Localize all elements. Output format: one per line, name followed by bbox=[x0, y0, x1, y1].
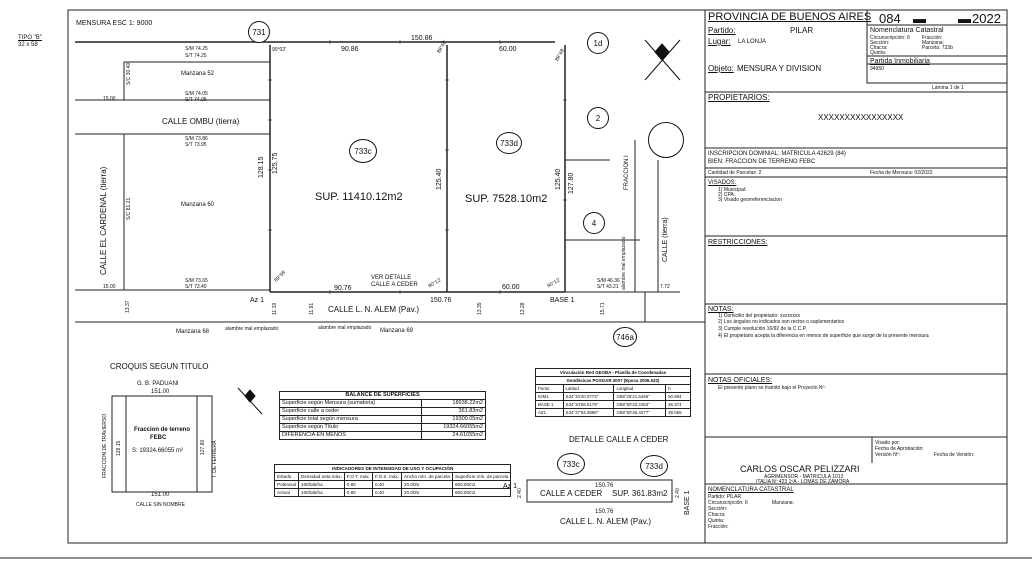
visado-item: 3) Visado georreferenciacion bbox=[718, 197, 782, 203]
manzana-60: Manzana 60 bbox=[181, 202, 215, 208]
plan-scale: MENSURA ESC 1: 9000 bbox=[76, 20, 153, 27]
tipo-label: TIPO "B" bbox=[18, 35, 42, 41]
croquis-title: CROQUIS SEGUN TITULO bbox=[110, 362, 209, 371]
geoba-cell: O58°26'21.5466" bbox=[614, 393, 666, 401]
restricciones-label: RESTRICCIONES: bbox=[708, 239, 768, 246]
dim-v-12540a: 125.40 bbox=[436, 168, 443, 190]
balance-row-value: 18938.22m2 bbox=[421, 400, 485, 408]
balance-row-label: Superficie calle a ceder bbox=[280, 408, 422, 416]
indicadores-header: F.O.T. máx. bbox=[344, 473, 372, 481]
dim-1500a: 15.00 bbox=[103, 96, 116, 102]
balance-row-label: DIFERENCIA EN MENOS bbox=[280, 432, 422, 440]
dim-sc-8121: S/C 81.21 bbox=[126, 197, 132, 220]
balance-row-label: Superficie total según mensura bbox=[280, 416, 422, 424]
nc-right: Manzana: bbox=[922, 40, 944, 46]
visados-label: VISADOS: bbox=[708, 180, 737, 186]
dim-bot-9076: 90.76 bbox=[334, 285, 352, 292]
bien-label: BIEN: FRACCION DE TERRENO FEBC bbox=[708, 159, 816, 165]
nc2-manzana: Manzana: bbox=[772, 500, 794, 506]
detalle-street: CALLE L. N. ALEM (Pav.) bbox=[560, 517, 651, 526]
indicadores-header: Estado bbox=[275, 473, 299, 481]
indicadores-header: Superficie mín. de parcela bbox=[452, 473, 510, 481]
indicadores-title: INDICADORES DE INTENSIDAD DE USO Y OCUPACIÓN bbox=[275, 465, 511, 473]
indicadores-cell: 0.80 bbox=[344, 489, 372, 497]
north-arrow-icon bbox=[645, 40, 680, 80]
nc-title: Nomenclatura Catastral bbox=[870, 27, 944, 34]
croquis-fraccion: Fraccion de terreno bbox=[134, 427, 191, 433]
detalle-733d: 733d bbox=[640, 455, 668, 477]
detalle-bot-dim: 150.76 bbox=[595, 509, 614, 515]
nc2-title: NOMENCLATURA CATASTRAL bbox=[708, 487, 794, 493]
nc-right: Parcela: 733b bbox=[922, 45, 953, 51]
ang-6: 90°12' bbox=[546, 277, 562, 290]
plan-number-left: 084 bbox=[879, 11, 901, 26]
detalle-base1: BASE 1 bbox=[684, 490, 691, 515]
surveyor-name: CARLOS OSCAR PELIZZARI bbox=[740, 464, 860, 474]
lamina-label: Lámina 1 de 1 bbox=[932, 85, 964, 91]
croquis-left-dim: 128.15 bbox=[116, 440, 122, 456]
geoba-header: h bbox=[666, 385, 691, 393]
dim-v-12780: 127.80 bbox=[568, 172, 575, 194]
fecha-version: Fecha de Versión: bbox=[934, 452, 975, 458]
geoba-table bbox=[535, 368, 691, 417]
nc-line: Chacra: bbox=[870, 45, 888, 51]
dim-st-1: S/T 74.25 bbox=[185, 53, 207, 59]
objeto-label: Objeto: bbox=[708, 64, 734, 73]
geoba-cell: S34°34'20.0773" bbox=[563, 393, 614, 401]
version-number: Versión Nº: bbox=[875, 452, 900, 458]
street-cardenal: CALLE EL CARDENAL (tierra) bbox=[99, 166, 108, 275]
indicadores-cell: 20.00m bbox=[402, 481, 453, 489]
partida-title: Partida Inmobiliaria bbox=[870, 58, 930, 65]
croquis-bottom-dim: 151.00 bbox=[151, 492, 170, 498]
ang-4: 89°58' bbox=[273, 269, 288, 284]
manzana-68: Manzana 68 bbox=[176, 329, 210, 335]
geoba-cell: O58°50'33.2453" bbox=[614, 401, 666, 409]
ang-2: 89°48' bbox=[436, 39, 449, 55]
visado-por: Visado por: bbox=[875, 440, 901, 446]
street-tierra: CALLE (tierra) bbox=[662, 217, 669, 262]
croquis-fraccion-sub: FEBC bbox=[150, 435, 167, 441]
balance-row-label: Superficie según Título bbox=[280, 424, 422, 432]
balance-row-label: Superficie según Mensura (sumatoria) bbox=[280, 400, 422, 408]
croquis-top-dim: 151.00 bbox=[151, 389, 170, 395]
detalle-right-dim: 2.40 bbox=[675, 488, 681, 498]
geoba-cell: S34°27'54.3998" bbox=[563, 409, 614, 417]
indicadores-cell: 150hab/ha bbox=[298, 481, 344, 489]
parcel-733d-area: SUP. 7528.10m2 bbox=[465, 193, 548, 205]
parcel-733c-area: SUP. 11410.12m2 bbox=[315, 191, 403, 203]
dim-1571: 15.71 bbox=[600, 302, 606, 315]
croquis-bottom-label: CALLE SIN NOMBRE bbox=[136, 502, 185, 508]
croquis-surface: S: 19324.66055 m² bbox=[132, 448, 184, 454]
croquis-left-label: FRACCION DE TRAVIERSO bbox=[102, 413, 108, 478]
croquis-owner: G. B. PADUANI bbox=[137, 381, 179, 387]
dim-v-12540b: 125.40 bbox=[555, 168, 562, 190]
dim-sc-3040: S/C 30.40 bbox=[126, 62, 132, 85]
neighbor-2: 2 bbox=[587, 107, 609, 129]
nc-line: Sección: bbox=[870, 40, 890, 46]
surveyor-line2: ITALIA Nº 423 1ºA - LOMAS DE ZAMORA bbox=[756, 479, 850, 485]
dim-top-6000: 60.00 bbox=[499, 46, 517, 53]
dim-sm-3: S/M 73.86 bbox=[185, 136, 208, 142]
dim-1191: 11.91 bbox=[309, 302, 315, 315]
visado-item: 1) Municipal: bbox=[718, 187, 747, 193]
street-omb: CALLE OMBU (tierra) bbox=[162, 117, 240, 126]
geoba-header: Punto bbox=[536, 385, 564, 393]
partida-number: 94950 bbox=[870, 66, 884, 72]
indicadores-cell: 0.40 bbox=[373, 481, 402, 489]
balance-row-value: 19324.66055m2 bbox=[421, 424, 485, 432]
dim-bot-15076: 150.76 bbox=[430, 297, 452, 304]
street-alem: CALLE L. N. ALEM (Pav.) bbox=[328, 305, 419, 314]
fecha-aprobacion: Fecha de Aprobación: bbox=[875, 446, 924, 452]
neighbor-1d: 1d bbox=[587, 32, 609, 54]
cul-de-sac bbox=[648, 122, 684, 158]
balance-title: BALANCE DE SUPERFICIES bbox=[280, 392, 486, 400]
dim-top-15086: 150.86 bbox=[411, 35, 433, 42]
ang-1: 90°02' bbox=[272, 47, 287, 53]
nc2-line: Sección: bbox=[708, 506, 728, 512]
nc2-line: Chacra: bbox=[708, 512, 726, 518]
geoba-header: Longitud bbox=[614, 385, 666, 393]
indicadores-cell: Potencial bbox=[275, 481, 299, 489]
geoba-cell: O58°50'36.4277" bbox=[614, 409, 666, 417]
geoba-cell: 50.894 bbox=[666, 393, 691, 401]
indicadores-cell: 0.80 bbox=[344, 481, 372, 489]
nota-item: 1) Domicilio del propietario: xxxxxxxx bbox=[718, 313, 800, 319]
parcel-733d-label: 733d bbox=[496, 132, 522, 154]
nota-item: 3) Cumple resolución 16/92 de la C.C.P. bbox=[718, 326, 807, 332]
balance-row-value: 361.83m2 bbox=[421, 408, 485, 416]
croquis-right-label: T. DE FERRERA bbox=[212, 440, 218, 478]
dim-sm-4: S/M 73.65 bbox=[185, 278, 208, 284]
objeto-value: MENSURA Y DIVISION bbox=[737, 64, 822, 73]
dim-1328: 13.28 bbox=[520, 302, 526, 315]
indicadores-header: Ancho mín. de parcela bbox=[402, 473, 453, 481]
detalle-733c: 733c bbox=[557, 453, 585, 475]
dim-top-9086: 90.86 bbox=[341, 46, 359, 53]
inscripcion-dominial: INSCRIPCION DOMINIAL: MATRICULA 42629 (84) bbox=[708, 151, 846, 157]
notas-oficiales-text: El presente plano se tramitó bajo el Proyecto Nº: bbox=[718, 385, 826, 391]
nc2-line: Fracción: bbox=[708, 524, 729, 530]
indicadores-cell: 0.40 bbox=[373, 489, 402, 497]
lugar-label: Lugar: bbox=[708, 37, 731, 46]
geoba-cell: BASE 1 bbox=[536, 401, 564, 409]
az1-label: Az 1 bbox=[250, 297, 265, 304]
notas-oficiales-label: NOTAS OFICIALES: bbox=[708, 377, 773, 384]
geoba-cell: 36.374 bbox=[666, 401, 691, 409]
indicadores-cell: 600.00m2 bbox=[452, 481, 510, 489]
north-arrow-small-icon bbox=[238, 388, 262, 414]
balance-row-value: 19300.05m2 bbox=[421, 416, 485, 424]
dim-st-5: S/T 43.21 bbox=[597, 284, 619, 290]
dim-sm-1: S/M 74.25 bbox=[185, 46, 208, 52]
ver-detalle-1: VER DETALLE bbox=[371, 275, 412, 281]
indicadores-header: F.O.S. máx. bbox=[373, 473, 402, 481]
nota-item: 4) El propietario acepta la diferencia en menos de superficie que surge de la presente mensura bbox=[718, 333, 929, 339]
detalle-top-dim: 150.76 bbox=[595, 483, 614, 489]
neighbor-4: 4 bbox=[583, 212, 605, 234]
detalle-sup: SUP. 361.83m2 bbox=[612, 489, 668, 498]
detalle-left-dim: 2.40 bbox=[517, 488, 523, 498]
geoba-subtitle: Geodésicas POSGAR 2007 (Epoca 2006.632) bbox=[536, 377, 691, 385]
geoba-cell: IGM1 bbox=[536, 393, 564, 401]
cantidad-parcelas: Cantidad de Parcelas: 2 bbox=[708, 170, 762, 176]
ver-detalle-2: CALLE A CEDER bbox=[371, 282, 418, 288]
base1-label: BASE 1 bbox=[550, 297, 575, 304]
visado-item: 2) CPA: bbox=[718, 192, 736, 198]
dim-st-2: S/T 74.05 bbox=[185, 97, 207, 103]
tipo-size: 32 x 58 bbox=[18, 42, 38, 48]
fraccion-label: FRACCION I bbox=[624, 155, 630, 190]
indicadores-cell: 20.00m bbox=[402, 489, 453, 497]
owner-name: XXXXXXXXXXXXXXXX bbox=[818, 113, 904, 122]
nc2-line: Circunscripción: 6 bbox=[708, 500, 748, 506]
nc2-line: Partido: PILAR bbox=[708, 494, 742, 500]
fecha-mensura: Fecha de Mensura: 02/2022 bbox=[870, 170, 933, 176]
dim-1500b: 15.00 bbox=[103, 284, 116, 290]
parcel-733c-label: 733c bbox=[349, 139, 377, 163]
plan-number-right: 2022 bbox=[972, 11, 1001, 26]
propietarios-label: PROPIETARIOS: bbox=[708, 93, 770, 102]
manzana-69: Manzana 69 bbox=[380, 328, 414, 334]
geoba-cell: S34°34'56.5179" bbox=[563, 401, 614, 409]
nota-item: 2) Los ángulos no indicados son rectos o suplementarios bbox=[718, 319, 845, 325]
notas-label: NOTAS: bbox=[708, 306, 734, 313]
partido-label: Partido: bbox=[708, 26, 736, 35]
dim-st-3: S/T 73.95 bbox=[185, 142, 207, 148]
nc-right: Fracción: bbox=[922, 35, 943, 41]
detalle-title: DETALLE CALLE A CEDER bbox=[569, 435, 669, 444]
geoba-cell: AZ1 bbox=[536, 409, 564, 417]
nc-line: Circunscripción: 6 bbox=[870, 35, 910, 41]
nc2-line: Quinta: bbox=[708, 518, 725, 524]
neighbor-731: 731 bbox=[248, 21, 270, 43]
ang-5: 90°12' bbox=[427, 277, 443, 290]
indicadores-table bbox=[274, 464, 511, 497]
dim-v-12815: 128.15 bbox=[258, 156, 265, 178]
detalle-az1: Az 1 bbox=[503, 483, 518, 490]
dim-772: 7.72 bbox=[660, 284, 670, 290]
indicadores-header: Densidad neta máx. bbox=[298, 473, 344, 481]
dim-st-4: S/T 73.40 bbox=[185, 284, 207, 290]
surveyor-line1: AGRIMENSOR - MATRICULA 1013 bbox=[764, 474, 844, 480]
manzana-52: Manzana 52 bbox=[181, 71, 215, 77]
dim-1335: 13.35 bbox=[477, 302, 483, 315]
dim-1337: 13.37 bbox=[125, 300, 131, 313]
partido-value: PILAR bbox=[790, 26, 814, 35]
indicadores-cell: Actual bbox=[275, 489, 299, 497]
alambre-2: alambre mal emplazado bbox=[318, 325, 372, 331]
geoba-cell: 39.065 bbox=[666, 409, 691, 417]
dim-sm-2: S/M 74.05 bbox=[185, 91, 208, 97]
alambre-1: alambre mal emplazado bbox=[225, 326, 279, 332]
dim-sm-5: S/M 46.36 bbox=[597, 278, 620, 284]
provincia-title: PROVINCIA DE BUENOS AIRES bbox=[708, 11, 872, 23]
geoba-title: Vinculación Red GEOBA - Planilla de Coordenadas bbox=[536, 369, 691, 377]
dim-v-12575: 125.75 bbox=[272, 152, 279, 174]
croquis-right-dim: 127.80 bbox=[200, 439, 206, 455]
lugar-value: LA LONJA bbox=[738, 39, 767, 45]
dim-1119: 11.19 bbox=[272, 302, 278, 315]
geoba-header: Latitud bbox=[563, 385, 614, 393]
detalle-calle: CALLE A CEDER bbox=[540, 489, 603, 498]
ang-3: 89°48' bbox=[554, 47, 567, 63]
dim-bot-6000: 60.00 bbox=[502, 284, 520, 291]
neighbor-746a: 746a bbox=[613, 327, 637, 347]
indicadores-cell: 600.00m2 bbox=[452, 489, 510, 497]
nc-line: Quinta: bbox=[870, 50, 887, 56]
balance-row-value: 24.61055m2 bbox=[421, 432, 485, 440]
indicadores-cell: 150hab/ha bbox=[298, 489, 344, 497]
balance-table bbox=[279, 391, 486, 440]
alambre-3: alambre mal emplazado bbox=[621, 236, 627, 290]
